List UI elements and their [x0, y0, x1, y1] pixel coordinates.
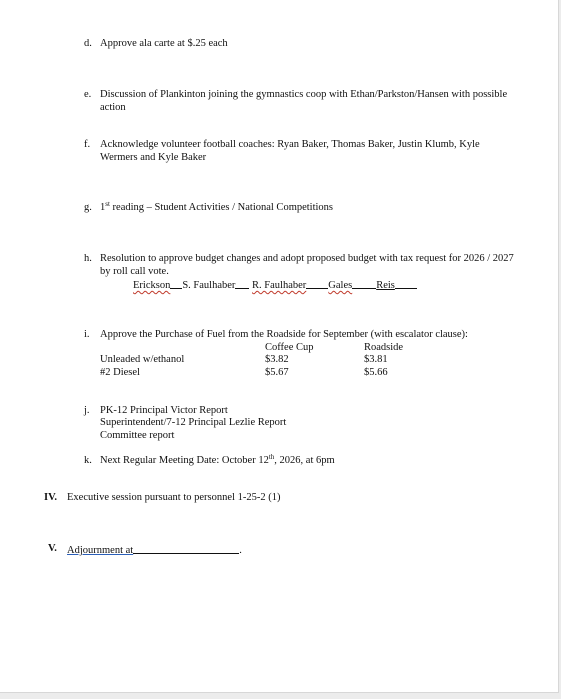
- item-h-text: Resolution to approve budget changes and adopt proposed budget with tax request for 2026 / 2027 by roll call vote.: [100, 253, 514, 277]
- roll-call-line: [133, 278, 417, 293]
- item-k-date: Next Regular Meeting Date: October 12: [100, 455, 269, 466]
- item-g-letter: g.: [84, 202, 92, 213]
- roll-call-gales: Gales: [328, 280, 353, 291]
- roll-call-blank: [395, 278, 417, 289]
- roll-call-reis: Reis: [376, 280, 395, 291]
- item-j-line: Superintendent/7-12 Principal Lezlie Report: [100, 417, 287, 428]
- item-g-superscript: st: [105, 200, 110, 208]
- item-f-letter: f.: [84, 139, 91, 150]
- section-iv-text: Executive session pursuant to personnel 1-25-2 (1): [67, 492, 281, 503]
- item-j-letter: j.: [84, 405, 90, 416]
- section-iv-numeral: IV.: [44, 492, 57, 503]
- fuel-col-coffee-cup: Coffee Cup: [265, 342, 314, 353]
- item-f-text: Acknowledge volunteer football coaches: Ryan Baker, Thomas Baker, Justin Klumb, Kyle Wermers and Kyle Baker: [100, 139, 480, 163]
- fuel-row-coffee-cup-price: $5.67: [265, 367, 289, 378]
- fuel-row-coffee-cup-price: $3.82: [265, 354, 289, 365]
- item-d-letter: d.: [84, 38, 92, 49]
- item-j-line: PK-12 Principal Victor Report: [100, 405, 228, 416]
- item-g-number: 1: [100, 202, 106, 213]
- item-k-superscript: th: [268, 453, 275, 461]
- roll-call-blank: [170, 278, 182, 289]
- item-g-text: [100, 202, 333, 215]
- section-v-line: [67, 543, 242, 558]
- fuel-row-roadside-price: $5.66: [364, 367, 388, 378]
- item-j-line: Committee report: [100, 430, 175, 441]
- item-d-text: Approve ala carte at $.25 each: [100, 38, 228, 49]
- adjournment-blank: [133, 543, 239, 554]
- roll-call-r-faulhaber: R. Faulhaber: [252, 280, 307, 291]
- section-v-end: .: [239, 545, 242, 556]
- roll-call-blank: [306, 278, 328, 289]
- roll-call-s-faulhaber: S. Faulhaber: [182, 280, 236, 291]
- fuel-col-roadside: Roadside: [364, 342, 404, 353]
- item-i-text: Approve the Purchase of Fuel from the Roadside for September (with escalator clause):: [100, 329, 468, 340]
- fuel-row-label: Unleaded w/ethanol: [100, 354, 185, 365]
- item-k-text: [100, 455, 335, 468]
- section-v-text: Adjournment at: [67, 545, 134, 556]
- item-e-letter: e.: [84, 89, 92, 100]
- item-i-letter: i.: [84, 329, 90, 340]
- item-k-time: , 2026, at 6pm: [274, 455, 335, 466]
- roll-call-blank: [235, 278, 249, 289]
- roll-call-blank: [352, 278, 376, 289]
- item-h-letter: h.: [84, 253, 92, 264]
- item-g-label: reading – Student Activities / National Competitions: [109, 202, 334, 213]
- roll-call-erickson: Erickson: [133, 280, 171, 291]
- fuel-row-roadside-price: $3.81: [364, 354, 388, 365]
- item-e-text: Discussion of Plankinton joining the gymnastics coop with Ethan/Parkston/Hansen with possible action: [100, 89, 508, 113]
- item-k-letter: k.: [84, 455, 92, 466]
- section-v-numeral: V.: [48, 543, 57, 554]
- fuel-row-label: #2 Diesel: [100, 367, 140, 378]
